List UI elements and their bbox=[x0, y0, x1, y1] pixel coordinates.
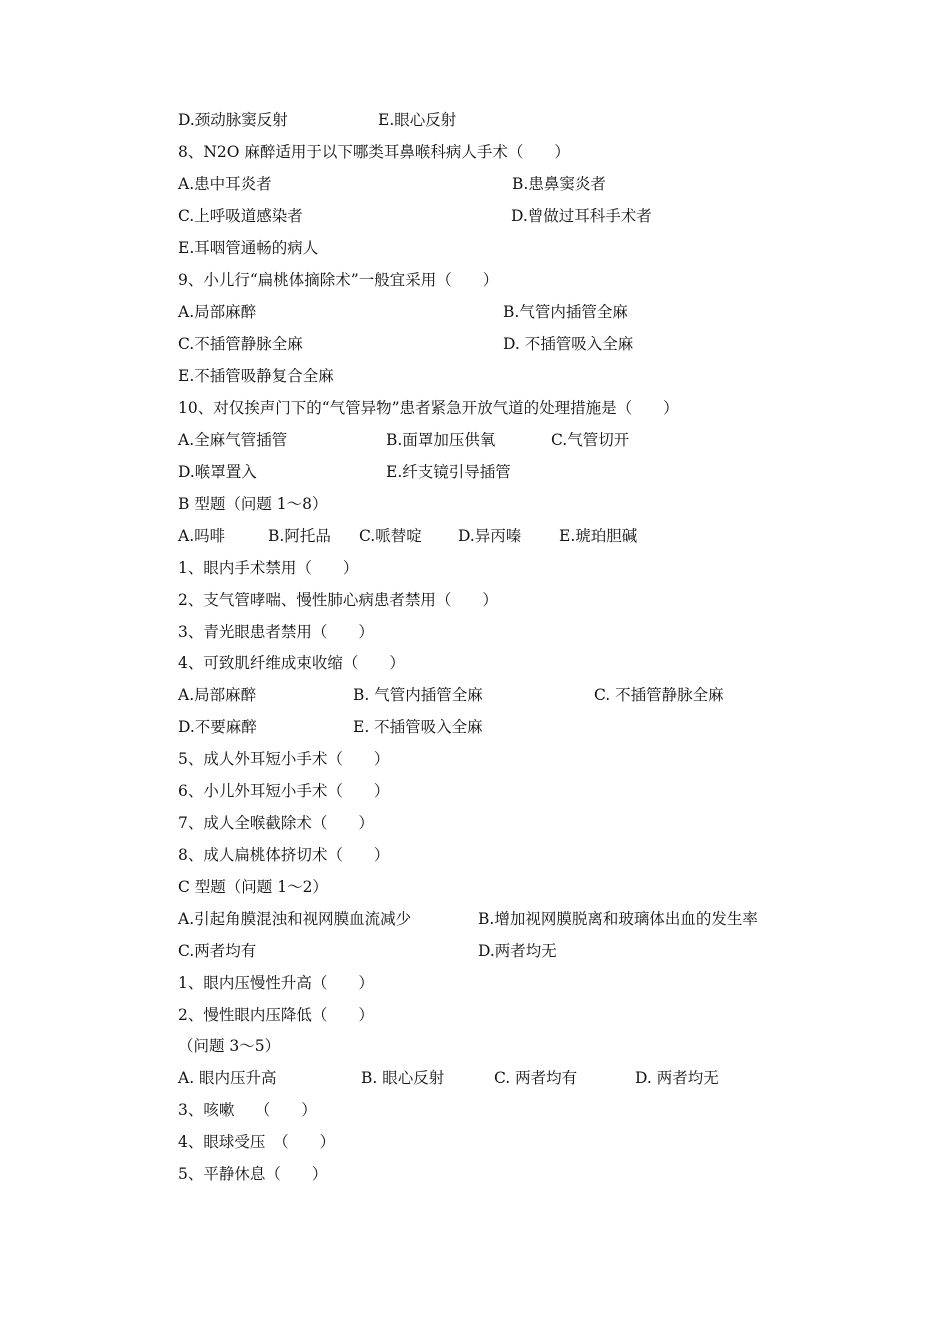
question-8 bbox=[178, 141, 858, 163]
option-d: D.颈动脉窦反射 bbox=[178, 111, 288, 129]
question-text: 5、平静休息（ ） bbox=[178, 1165, 328, 1183]
question-text: 7、成人全喉截除术（ ） bbox=[178, 814, 374, 832]
question-item bbox=[178, 748, 858, 770]
option-b: B. 气管内插管全麻 bbox=[353, 686, 483, 704]
option-a: A. 眼内压升高 bbox=[178, 1069, 277, 1087]
question-text: 5、成人外耳短小手术（ ） bbox=[178, 750, 390, 768]
option-d: D.不要麻醉 bbox=[178, 718, 257, 736]
option-line bbox=[178, 716, 858, 738]
option-b: B.增加视网膜脱离和玻璃体出血的发生率 bbox=[478, 910, 758, 928]
option-c: C. 两者均有 bbox=[494, 1069, 578, 1087]
question-text: 4、眼球受压 （ ） bbox=[178, 1133, 336, 1151]
question-item bbox=[178, 972, 858, 994]
section-title: C 型题（问题 1～2） bbox=[178, 878, 328, 896]
question-item bbox=[178, 1131, 858, 1153]
option-line bbox=[178, 301, 858, 323]
subgroup-title: （问题 3～5） bbox=[178, 1037, 281, 1055]
option-line bbox=[178, 109, 858, 131]
section-header-c bbox=[178, 876, 858, 898]
question-text: 1、眼内压慢性升高（ ） bbox=[178, 974, 374, 992]
question-text: 4、可致肌纤维成束收缩（ ） bbox=[178, 654, 405, 672]
option-line bbox=[178, 237, 858, 259]
question-9 bbox=[178, 269, 858, 291]
option-c: C.不插管静脉全麻 bbox=[178, 335, 303, 353]
section-header-b bbox=[178, 493, 858, 515]
question-item bbox=[178, 589, 858, 611]
question-text: 1、眼内手术禁用（ ） bbox=[178, 559, 359, 577]
option-e: E.耳咽管通畅的病人 bbox=[178, 239, 319, 257]
option-line bbox=[178, 940, 858, 962]
option-e: E.琥珀胆碱 bbox=[559, 527, 638, 545]
option-d: D. 不插管吸入全麻 bbox=[503, 335, 634, 353]
question-text: 8、N2O 麻醉适用于以下哪类耳鼻喉科病人手术（ ） bbox=[178, 143, 570, 161]
question-item bbox=[178, 1163, 858, 1185]
option-a: A.引起角膜混浊和视网膜血流减少 bbox=[178, 910, 412, 928]
option-b: B.阿托品 bbox=[268, 527, 331, 545]
option-d: D.两者均无 bbox=[478, 942, 557, 960]
option-e: E.不插管吸静复合全麻 bbox=[178, 367, 334, 385]
option-e: E.纤支镜引导插管 bbox=[386, 463, 511, 481]
question-text: 6、小儿外耳短小手术（ ） bbox=[178, 782, 390, 800]
question-text: 2、慢性眼内压降低（ ） bbox=[178, 1006, 374, 1024]
option-a: A.全麻气管插管 bbox=[178, 431, 288, 449]
option-line bbox=[178, 333, 858, 355]
option-a: A.局部麻醉 bbox=[178, 686, 257, 704]
option-c: C.哌替啶 bbox=[359, 527, 422, 545]
option-c: C.气管切开 bbox=[551, 431, 630, 449]
question-text: 3、青光眼患者禁用（ ） bbox=[178, 623, 374, 641]
question-item bbox=[178, 812, 858, 834]
option-b: B.气管内插管全麻 bbox=[503, 303, 628, 321]
option-e: E. 不插管吸入全麻 bbox=[353, 718, 483, 736]
section-title: B 型题（问题 1～8） bbox=[178, 495, 328, 513]
question-text: 8、成人扁桃体挤切术（ ） bbox=[178, 846, 390, 864]
option-e: E.眼心反射 bbox=[378, 111, 457, 129]
question-text: 3、咳嗽 （ ） bbox=[178, 1101, 317, 1119]
option-a: A.患中耳炎者 bbox=[178, 175, 272, 193]
option-b: B.面罩加压供氧 bbox=[386, 431, 496, 449]
option-line bbox=[178, 1067, 858, 1089]
option-line bbox=[178, 684, 858, 706]
question-item bbox=[178, 621, 858, 643]
option-d: D.曾做过耳科手术者 bbox=[511, 207, 652, 225]
option-d: D.异丙嗪 bbox=[458, 527, 522, 545]
option-a: A.局部麻醉 bbox=[178, 303, 257, 321]
option-line bbox=[178, 173, 858, 195]
question-item bbox=[178, 844, 858, 866]
option-d: D. 两者均无 bbox=[635, 1069, 719, 1087]
option-c: C.上呼吸道感染者 bbox=[178, 207, 303, 225]
option-b: B.患鼻窦炎者 bbox=[512, 175, 606, 193]
question-item bbox=[178, 1004, 858, 1026]
option-a: A.吗啡 bbox=[178, 527, 226, 545]
question-item bbox=[178, 780, 858, 802]
subgroup-header bbox=[178, 1035, 858, 1057]
question-text: 10、对仅挨声门下的“气管异物”患者紧急开放气道的处理措施是（ ） bbox=[178, 399, 679, 417]
option-line bbox=[178, 908, 858, 930]
question-text: 2、支气管哮喘、慢性肺心病患者禁用（ ） bbox=[178, 591, 498, 609]
option-line bbox=[178, 205, 858, 227]
question-10 bbox=[178, 397, 858, 419]
option-b: B. 眼心反射 bbox=[361, 1069, 445, 1087]
question-item bbox=[178, 557, 858, 579]
option-line bbox=[178, 429, 858, 451]
option-d: D.喉罩置入 bbox=[178, 463, 257, 481]
question-item bbox=[178, 652, 858, 674]
option-line bbox=[178, 461, 858, 483]
option-c: C. 不插管静脉全麻 bbox=[594, 686, 724, 704]
question-item bbox=[178, 1099, 858, 1121]
option-line bbox=[178, 525, 858, 547]
option-c: C.两者均有 bbox=[178, 942, 257, 960]
option-line bbox=[178, 365, 858, 387]
question-text: 9、小儿行“扁桃体摘除术”一般宜采用（ ） bbox=[178, 271, 499, 289]
